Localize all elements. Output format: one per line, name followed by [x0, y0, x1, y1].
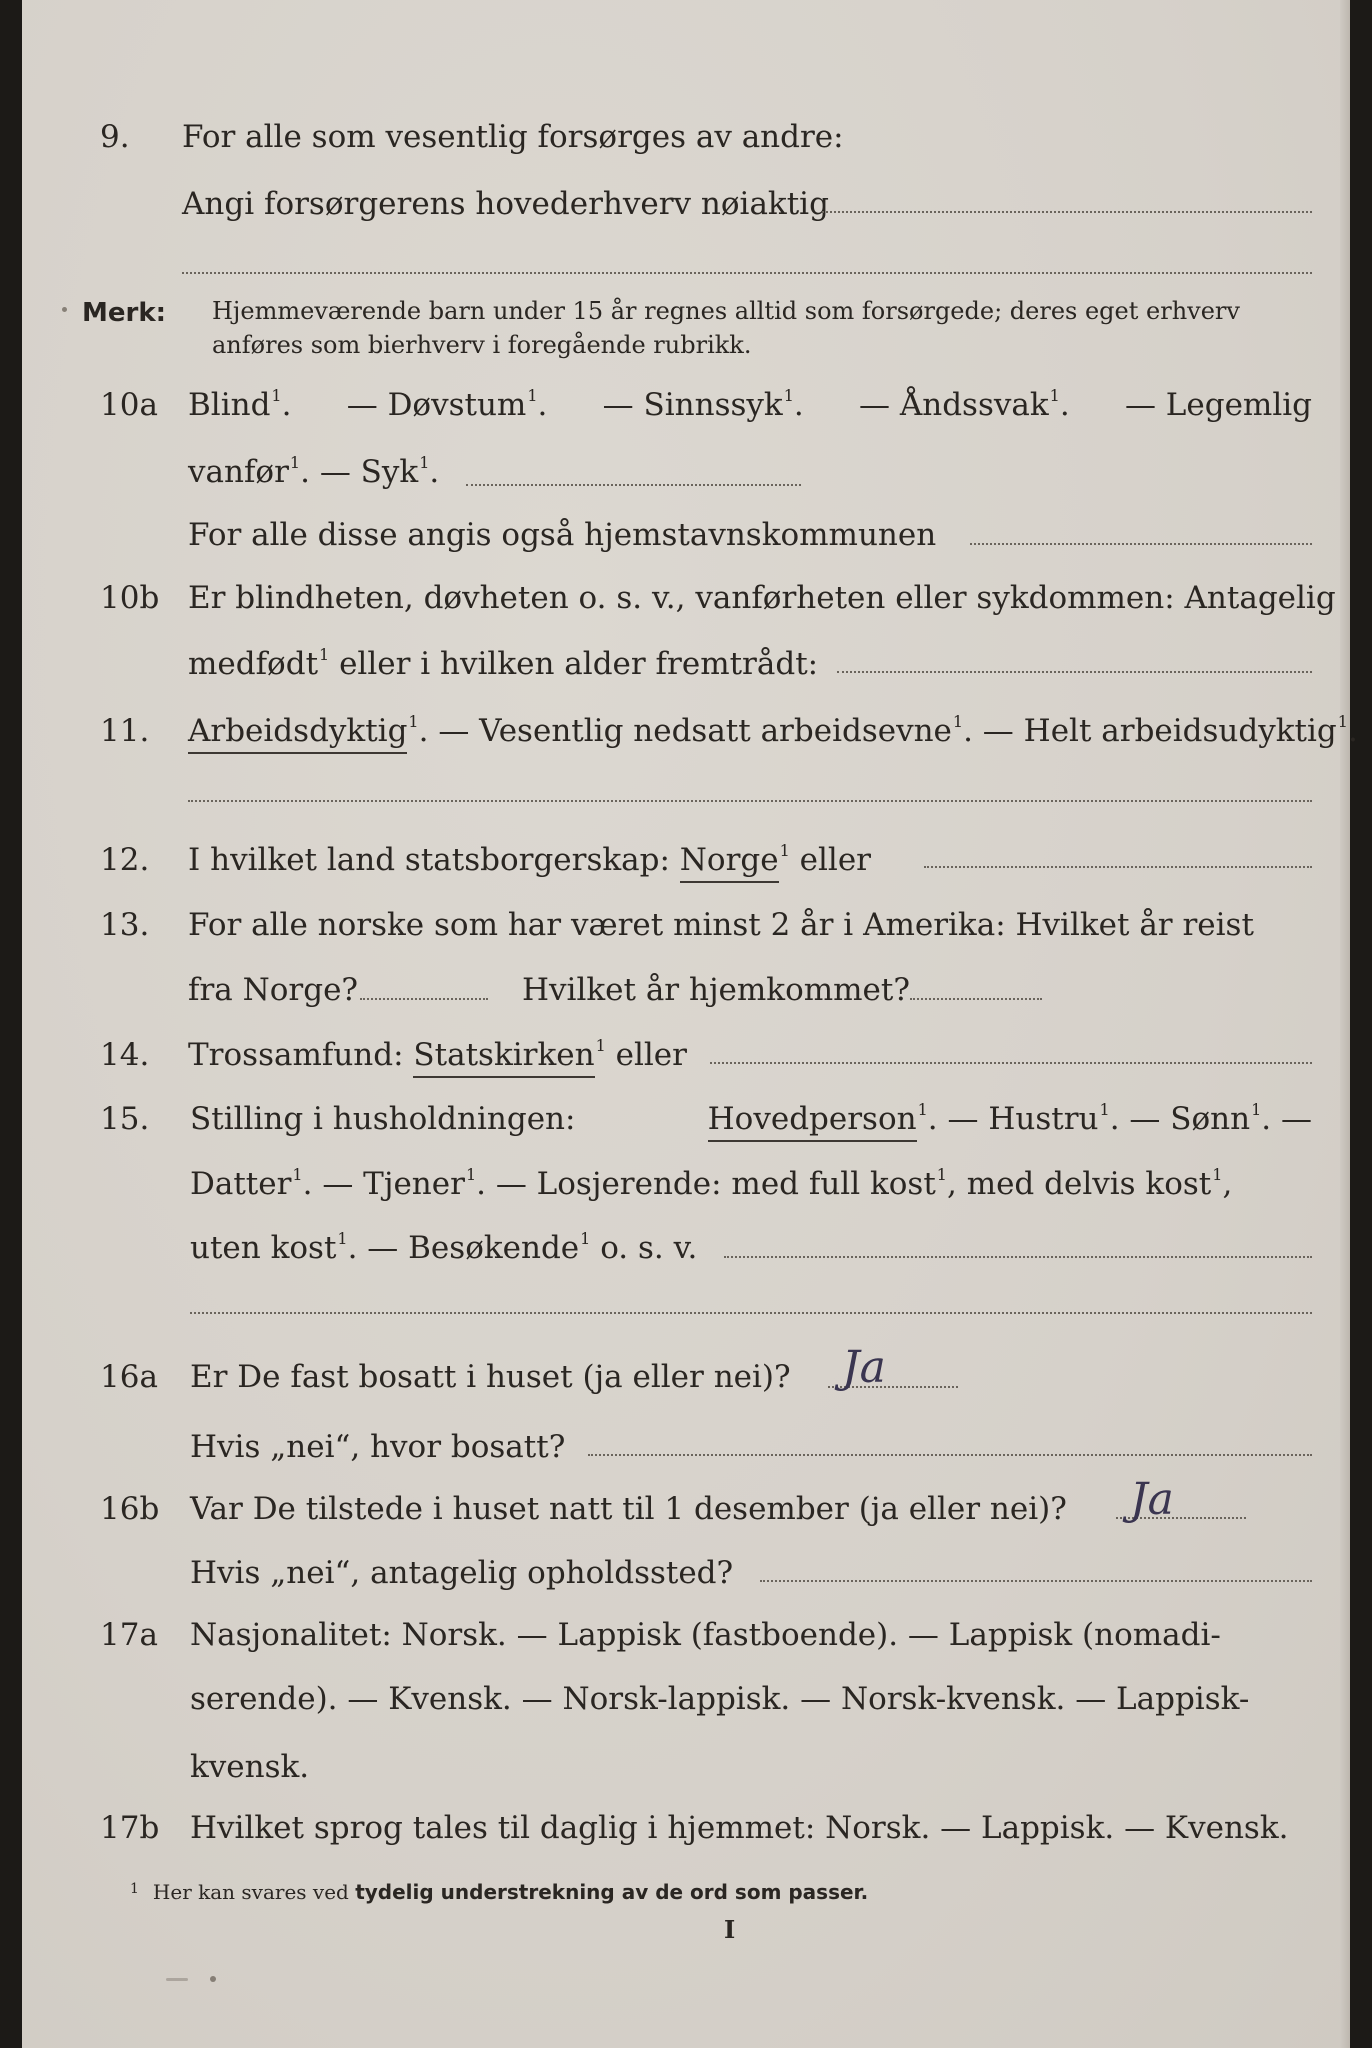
q13-line2a: fra Norge? [188, 972, 359, 1008]
paper-edge [1340, 0, 1350, 2048]
q13-line1: For alle norske som har været minst 2 år i Amerika: Hvilket år reist [188, 907, 1254, 943]
q15-line3: uten kost$^1$. — Besøkende$^1$ o. s. v. [190, 1229, 698, 1266]
q16b-line1: Var De tilstede i huset natt til 1 desember (ja eller nei)? [190, 1491, 1067, 1527]
q16a-number: 16a [100, 1359, 158, 1395]
q10a-number: 10a [100, 387, 158, 423]
q10b-line2: medfødt$^1$ eller i hvilken alder fremtrådt: [188, 645, 819, 682]
bosatt-answer-line[interactable] [588, 1454, 1312, 1456]
answer-hovedperson: Hovedperson [708, 1101, 917, 1142]
q9-answer-line[interactable] [822, 211, 1312, 213]
q16b-number: 16b [100, 1491, 160, 1527]
q15-number: 15. [100, 1101, 150, 1137]
q10b-answer-line[interactable] [837, 671, 1312, 673]
page-mark: I [724, 1915, 736, 1944]
q16a-line2: Hvis „nei“, hvor bosatt? [190, 1429, 566, 1465]
q11-answer-line[interactable] [188, 800, 1312, 802]
q9-answer-line-2[interactable] [182, 272, 1312, 274]
q17a-line1: Nasjonalitet: Norsk. — Lappisk (fastboende). — Lappisk (nomadi- [190, 1617, 1221, 1653]
option-dovstum: — Døvstum [346, 387, 527, 423]
hjemkommet-answer-line[interactable] [910, 998, 1042, 1000]
q16a-line1: Er De fast bosatt i huset (ja eller nei)? [190, 1359, 791, 1395]
q15-answer-line-2[interactable] [190, 1312, 1312, 1314]
q11-options: Arbeidsdyktig$^1$. — Vesentlig nedsatt arbeidsevne$^1$. — Helt arbeidsudyktig$^1$. [188, 716, 1358, 747]
hjemstavn-answer-line[interactable] [970, 543, 1312, 545]
merk-line1: Hjemmeværende barn under 15 år regnes alltid som forsørgede; deres eget erhverv [212, 297, 1240, 325]
q12-answer-line[interactable] [924, 866, 1312, 868]
q16b-line2: Hvis „nei“, antagelig opholdssted? [190, 1555, 734, 1591]
q10a-options: Blind$^1$. — Døvstum$^1$. — Sinnssyk$^1$. — Åndssvak$^1$. — Legemlig [188, 386, 1312, 423]
merk-line2: anføres som bierhverv i foregående rubrikk. [212, 331, 752, 359]
option-syk: — Syk [319, 454, 419, 490]
answer-norge: Norge [680, 842, 779, 883]
footnote-bold: tydelig understrekning av de ord som passer. [355, 1880, 869, 1904]
q10a-answer-line[interactable] [466, 484, 801, 486]
option-andssvak: — Åndssvak [859, 387, 1049, 423]
option-blind: Blind [188, 387, 271, 423]
merk-label: Merk: [82, 298, 167, 328]
q10a-line3: For alle disse angis også hjemstavnskommunen [188, 517, 937, 553]
q16a-handwritten-answer: Ja [842, 1342, 886, 1393]
option-legemlig: — Legemlig [1124, 387, 1312, 423]
q14-number: 14. [100, 1037, 150, 1073]
q11-number: 11. [100, 713, 150, 749]
option-arbeidsdyktig: Arbeidsdyktig [188, 713, 407, 754]
option-sinnssyk: — Sinnssyk [602, 387, 783, 423]
q16b-handwritten-answer: Ja [1130, 1474, 1174, 1525]
footnote: $^1$ Her kan svares ved tydelig understrekning av de ord som passer. [130, 1880, 869, 1904]
q17a-line2: serende). — Kvensk. — Norsk-lappisk. — Norsk-kvensk. — Lappisk- [190, 1681, 1250, 1717]
q14-line: Trossamfund: Statskirken$^1$ eller [188, 1040, 687, 1071]
census-form-page [22, 0, 1358, 2048]
q12-line: I hvilket land statsborgerskap: Norge$^1$ eller [188, 845, 871, 876]
q10b-line1: Er blindheten, døvheten o. s. v., vanførheten eller sykdommen: Antagelig [188, 580, 1336, 616]
q9-number: 9. [100, 119, 130, 155]
answer-statskirken: Statskirken [413, 1037, 594, 1078]
ink-smudge [166, 1978, 188, 1981]
q10a-line2: vanfør$^1$. — Syk$^1$. [188, 453, 440, 490]
q9-line2: Angi forsørgerens hovederhverv nøiaktig [182, 186, 829, 222]
ink-dot [210, 1976, 216, 1982]
q15-line1: Stilling i husholdningen: Hovedperson$^1$. — Hustru$^1$. — Sønn$^1$. — [190, 1104, 1312, 1135]
q10b-number: 10b [100, 580, 160, 616]
q17a-number: 17a [100, 1617, 158, 1653]
q12-number: 12. [100, 842, 150, 878]
q13-line2b: Hvilket år hjemkommet? [522, 972, 910, 1008]
q15-line2: Datter$^1$. — Tjener$^1$. — Losjerende: med full kost$^1$, med delvis kost$^1$, [190, 1165, 1233, 1202]
footnote-mark: 1 [130, 1881, 139, 1897]
option-vanfor: vanfør [188, 454, 289, 490]
q14-answer-line[interactable] [710, 1062, 1312, 1064]
q15-answer-line[interactable] [724, 1256, 1312, 1258]
reist-answer-line[interactable] [360, 998, 488, 1000]
q17b-line1: Hvilket sprog tales til daglig i hjemmet: Norsk. — Lappisk. — Kvensk. [190, 1810, 1289, 1846]
q13-number: 13. [100, 907, 150, 943]
ink-dot [62, 307, 67, 312]
q9-line1: For alle som vesentlig forsørges av andre: [182, 119, 844, 155]
opholdssted-answer-line[interactable] [760, 1580, 1312, 1582]
q17b-number: 17b [100, 1810, 160, 1846]
q17a-line3: kvensk. [190, 1749, 310, 1785]
